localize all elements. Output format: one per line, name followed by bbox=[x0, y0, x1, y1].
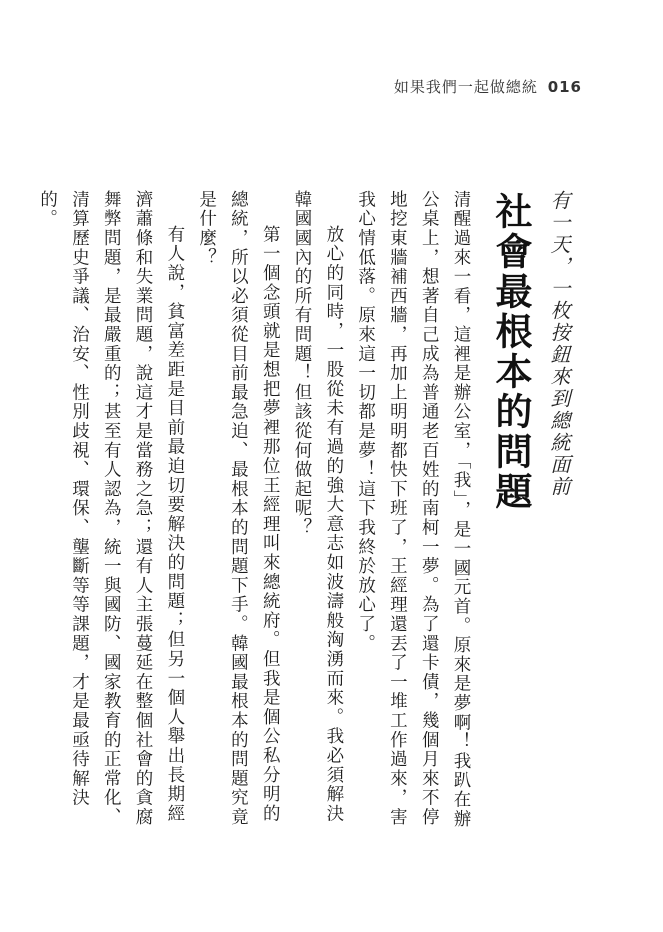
body-text bbox=[31, 190, 476, 840]
paragraph: 放心的同時，一股從未有過的強大意志如波濤般洶湧而來。我必須解決韓國國內的所有問題！但該從何做起呢？ bbox=[292, 190, 344, 824]
chapter-subtitle: 有一天，一枚按鈕來到總統面前 bbox=[547, 190, 571, 498]
paragraph: 有人說，貧富差距是目前最迫切要解決的問題；但另一個人舉出長期經濟蕭條和失業問題，說這才是當務之急；還有人主張蔓延在整個社會的貪腐舞弊問題，是最嚴重的；甚至有人認為，統一與國防、國家教育的正常化、清算歷史爭議、治安、性別歧視、環保、壟斷等等課題，才是最亟待解決的。 bbox=[37, 190, 185, 827]
running-header bbox=[394, 76, 582, 97]
chapter-title: 社會最根本的問題 bbox=[489, 192, 532, 512]
page-number: 016 bbox=[547, 78, 582, 96]
paragraph: 清醒過來一看，這裡是辦公室，「我」，是一國元首。原來是夢啊！我趴在辦公桌上，想著自己成為普通老百姓的南柯一夢。為了還卡債，幾個月來不停地挖東牆補西牆，再加上明明都快下班了，王經理還丟了一堆工作過來，害我心情低落。原來這一切都是夢！這下我終於放心了。 bbox=[355, 190, 471, 829]
paragraph: 第一個念頭就是想把夢裡那位王經理叫來總統府。但我是個公私分明的總統，所以必須從目前最急迫、最根本的問題下手。韓國最根本的問題究竟是什麼？ bbox=[196, 190, 281, 827]
book-title: 如果我們一起做總統 bbox=[393, 78, 538, 96]
